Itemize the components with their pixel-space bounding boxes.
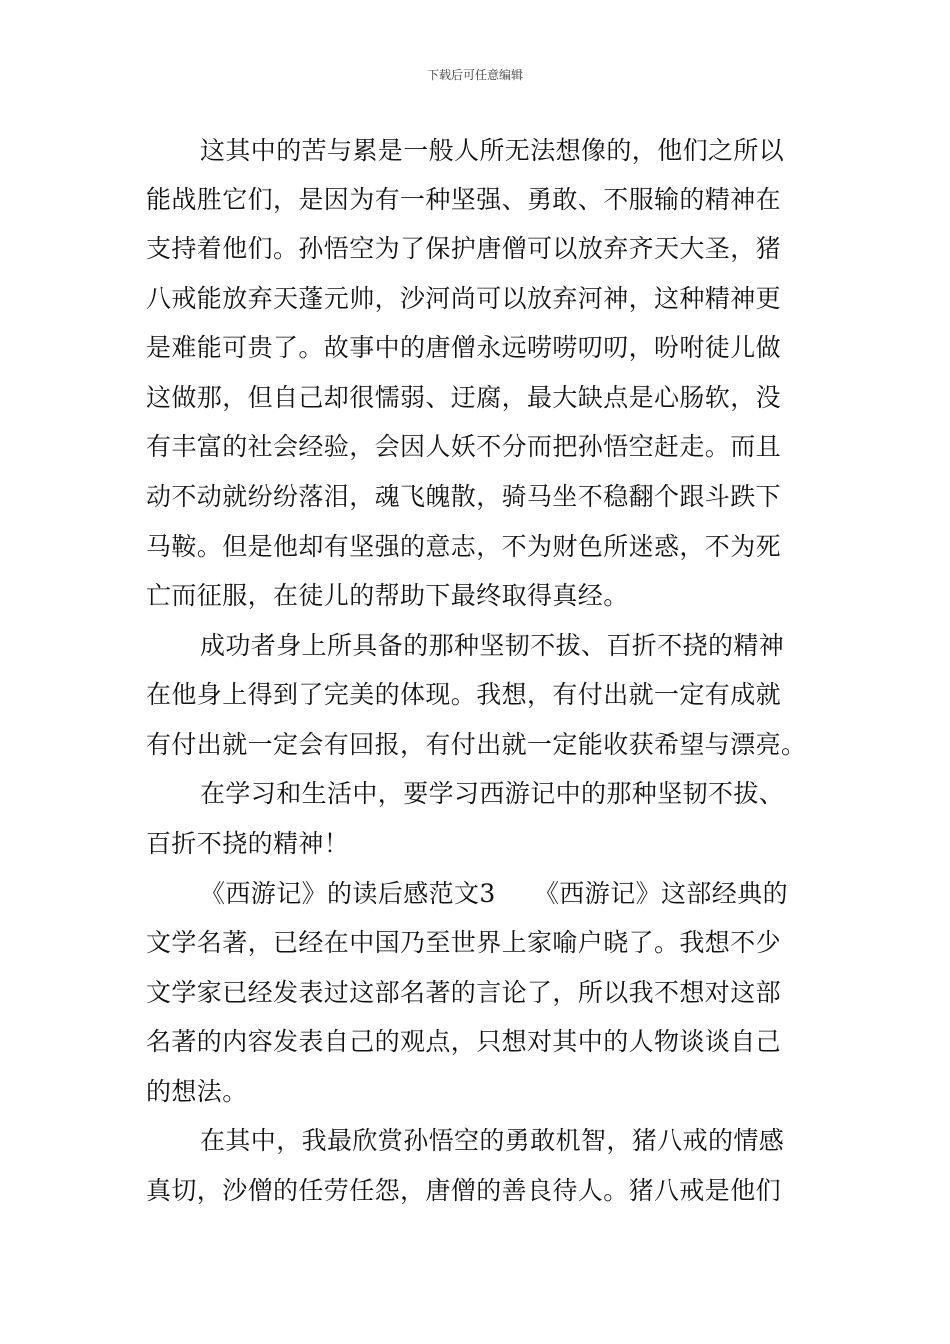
- text-line: 能战胜它们，是因为有一种坚强、勇敢、不服输的精神在: [146, 185, 782, 214]
- text-line: 真切，沙僧的任劳任怨，唐僧的善良待人。猪八戒是他们: [146, 1176, 782, 1205]
- text-line: 是难能可贵了。故事中的唐僧永远唠唠叨叨，吩咐徒儿做: [146, 333, 782, 362]
- text-line: 在他身上得到了完美的体现。我想，有付出就一定有成就: [146, 680, 782, 709]
- text-line: 文学名著，已经在中国乃至世界上家喻户晓了。我想不少: [146, 928, 782, 957]
- page-header: 下载后可任意编辑: [426, 68, 523, 82]
- text-line: 有丰富的社会经验，会因人妖不分而把孙悟空赶走。而且: [146, 432, 782, 461]
- text-line: 支持着他们。孙悟空为了保护唐僧可以放弃齐天大圣，猪: [146, 234, 782, 263]
- text-line: 在其中，我最欣赏孙悟空的勇敢机智，猪八戒的情感: [200, 1126, 785, 1155]
- text-line: 成功者身上所具备的那种坚韧不拔、百折不挠的精神: [200, 631, 785, 660]
- text-line: 文学家已经发表过这部名著的言论了，所以我不想对这部: [146, 978, 782, 1007]
- text-line: 在学习和生活中，要学习西游记中的那种坚韧不拔、: [200, 779, 785, 808]
- text-line: 百折不挠的精神！: [146, 829, 350, 858]
- text-line: 有付出就一定会有回报，有付出就一定能收获希望与漂亮。: [146, 730, 807, 759]
- text-line: 动不动就纷纷落泪，魂飞魄散，骑马坐不稳翻个跟斗跌下: [146, 482, 782, 511]
- text-line: 八戒能放弃天蓬元帅，沙河尚可以放弃河神，这种精神更: [146, 284, 782, 313]
- text-line: 《西游记》的读后感范文3 《西游记》这部经典的: [200, 879, 789, 908]
- text-line: 亡而征服，在徒儿的帮助下最终取得真经。: [146, 581, 629, 610]
- text-line: 马鞍。但是他却有坚强的意志，不为财色所迷惑，不为死: [146, 532, 782, 561]
- text-line: 这做那，但自己却很懦弱、迂腐，最大缺点是心肠软，没: [146, 383, 782, 412]
- text-line: 的想法。: [146, 1077, 248, 1106]
- text-line: 名著的内容发表自己的观点，只想对其中的人物谈谈自己: [146, 1027, 782, 1056]
- text-line: 这其中的苦与累是一般人所无法想像的，他们之所以: [200, 136, 785, 165]
